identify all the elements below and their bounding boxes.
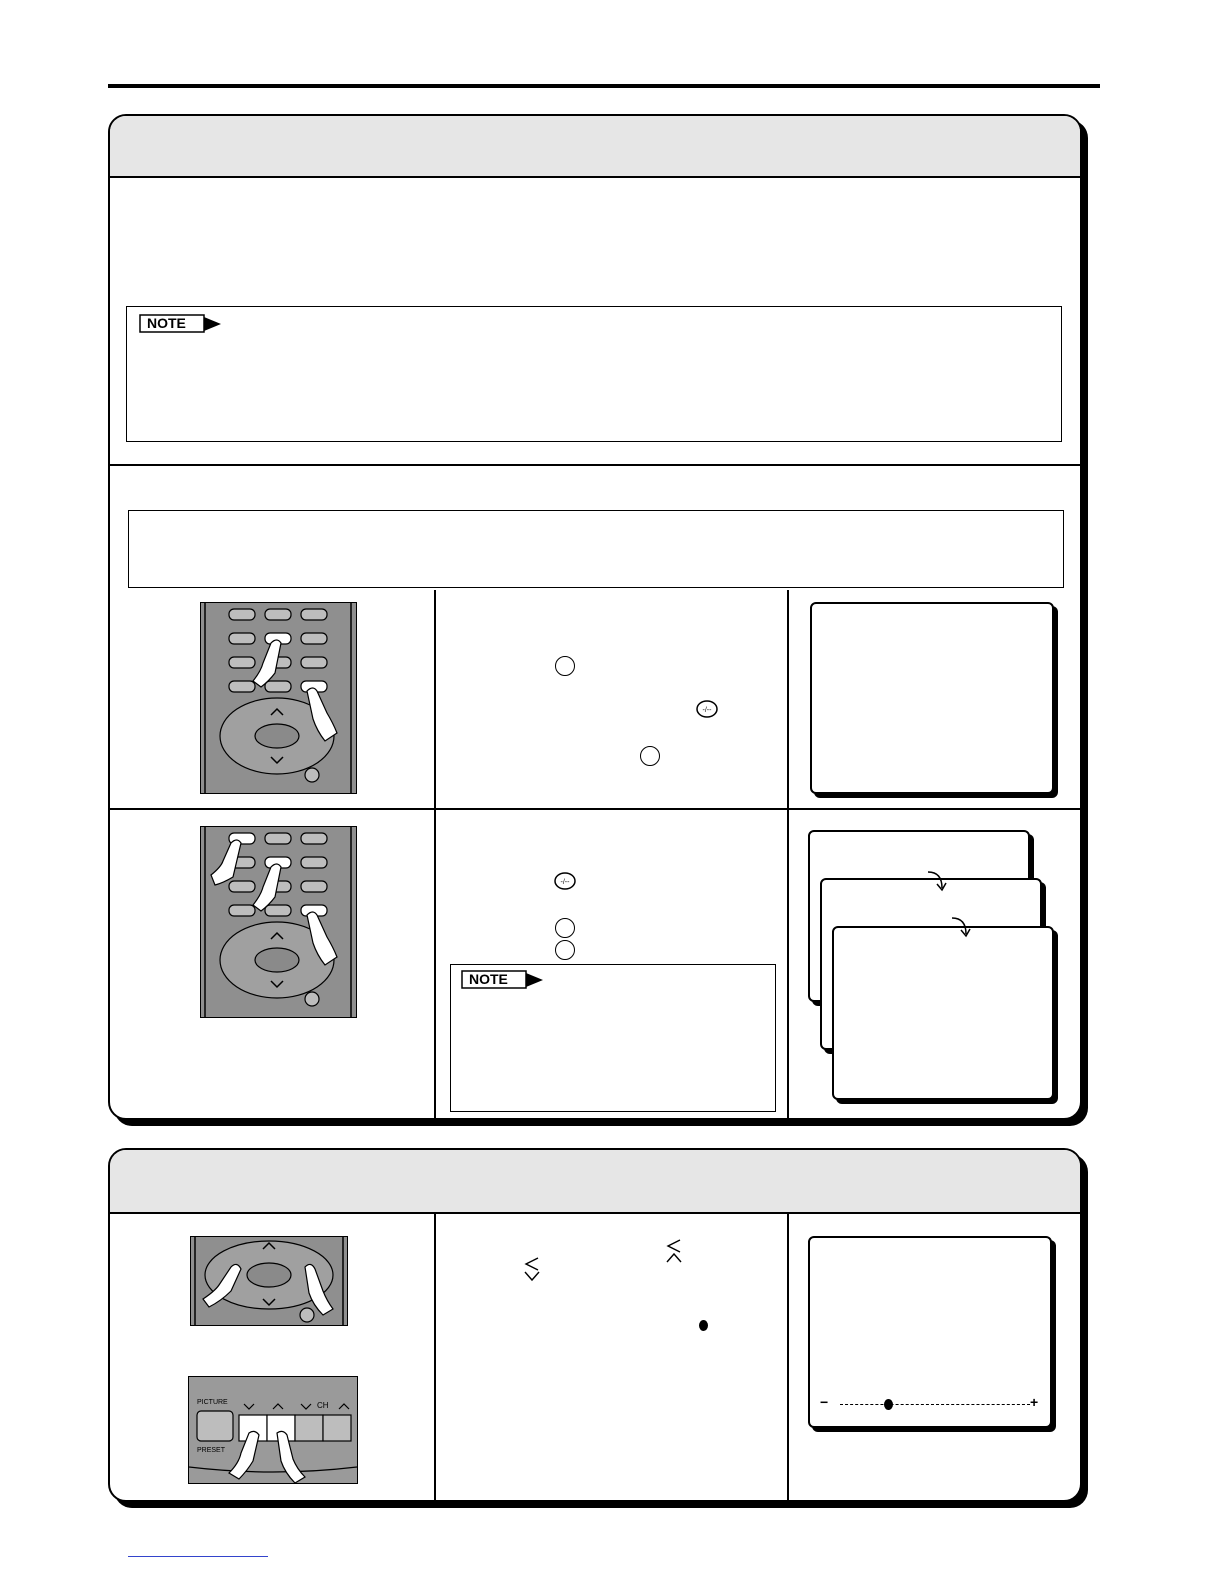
remote-volume-keys <box>191 1237 347 1325</box>
note-box <box>126 306 1062 442</box>
remote-buttons <box>201 827 356 1017</box>
volume-level-marker <box>884 1399 893 1410</box>
remote-control-illustration <box>200 602 357 794</box>
instruction-box <box>128 510 1064 588</box>
ten-plus-button-icon <box>696 700 718 718</box>
tv-screen-display <box>810 602 1054 794</box>
column-divider <box>787 590 789 1118</box>
volume-down-icon <box>522 1256 542 1282</box>
front-panel-illustration <box>188 1376 358 1484</box>
panel-header <box>110 116 1080 178</box>
column-divider <box>787 1214 789 1500</box>
circle-button-icon <box>555 918 575 938</box>
volume-plus: + <box>1030 1394 1039 1410</box>
preset-label: PRESET <box>197 1447 226 1454</box>
top-rule <box>108 84 1100 88</box>
volume-indicator-dot-icon <box>699 1320 708 1331</box>
volume-bar-track <box>840 1404 1030 1405</box>
section-divider <box>110 464 1080 466</box>
ten-plus-button-icon <box>554 872 576 890</box>
svg-text:-/--: -/-- <box>702 707 712 714</box>
volume-minus: − <box>820 1394 829 1410</box>
row-divider <box>110 808 1080 810</box>
panel-volume-adjustment <box>108 1148 1082 1502</box>
note-box <box>450 964 776 1112</box>
curved-arrow-icon <box>926 868 950 894</box>
tv-screen-display <box>832 926 1054 1100</box>
ch-label: CH <box>317 1401 329 1410</box>
tv-screen-volume-display <box>808 1236 1052 1428</box>
column-divider <box>434 590 436 1118</box>
circle-button-icon <box>640 746 660 766</box>
front-panel-keys <box>189 1377 357 1483</box>
column-divider <box>434 1214 436 1500</box>
panel-channel-selection <box>108 114 1082 1120</box>
picture-label: PICTURE <box>197 1399 228 1406</box>
curved-arrow-icon <box>950 914 974 940</box>
note-label: NOTE <box>469 971 508 987</box>
remote-control-illustration <box>200 826 357 1018</box>
remote-buttons <box>201 603 356 793</box>
note-label: NOTE <box>147 315 186 331</box>
footer-link-underline <box>128 1556 268 1557</box>
circle-button-icon <box>555 656 575 676</box>
svg-text:-/--: -/-- <box>560 879 570 886</box>
circle-button-icon <box>555 940 575 960</box>
remote-volume-keys-illustration <box>190 1236 348 1326</box>
panel-header <box>110 1150 1080 1214</box>
volume-up-icon <box>664 1238 684 1264</box>
